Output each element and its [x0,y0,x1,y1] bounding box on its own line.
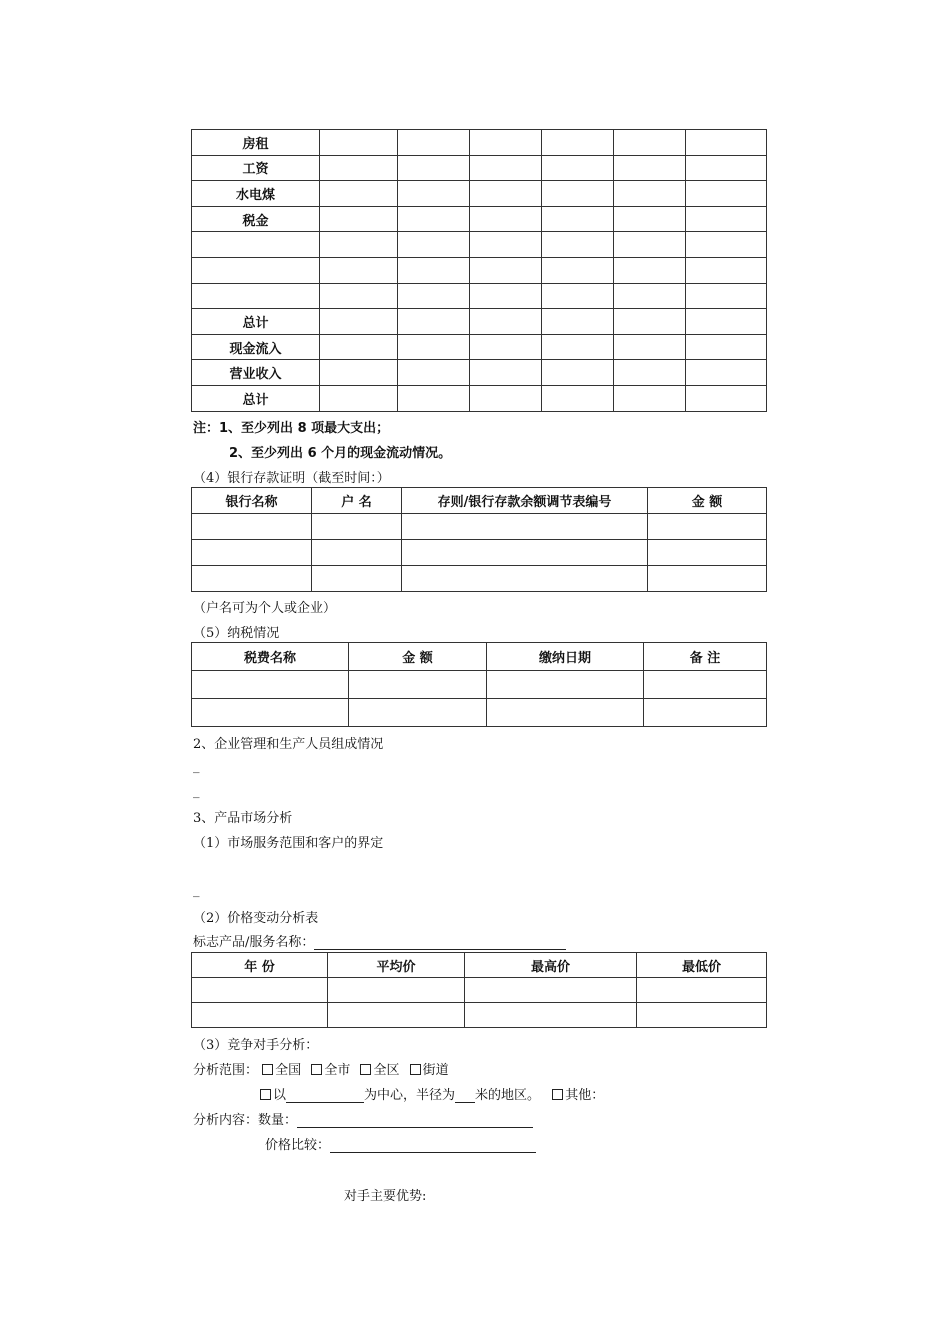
table-cell[interactable] [320,360,398,386]
table-row [192,540,767,566]
table-row [192,130,767,156]
checkbox-radius[interactable] [260,1089,271,1100]
table-cell[interactable] [465,1003,637,1028]
table-cell[interactable] [192,1003,328,1028]
dash-mark: _ [193,759,200,774]
scope-row [193,1059,449,1078]
count-row [193,1109,533,1128]
note-1: 注：1、至少列出 8 项最大支出； [193,421,390,436]
table-cell[interactable] [398,181,470,207]
table-cell[interactable] [470,181,542,207]
table-cell[interactable] [470,385,542,411]
row-label [192,283,320,309]
table-cell[interactable] [320,181,398,207]
competitor-title: （3）竞争对手分析： [193,1038,319,1053]
table-cell[interactable] [542,232,614,258]
table-cell[interactable] [542,206,614,232]
table-cell[interactable] [614,155,686,181]
bank-footnote: （户名可为个人或企业） [193,601,337,616]
option-district: 全区 [373,1063,400,1078]
product-name-field[interactable] [314,937,566,950]
radius-row [260,1084,604,1103]
table-row [192,181,767,207]
table-cell[interactable] [686,155,767,181]
table-cell[interactable] [320,155,398,181]
advantage-label: 对手主要优势: [344,1189,427,1204]
table-cell[interactable] [614,385,686,411]
tax-header-name: 税费名称 [192,643,349,671]
table-cell[interactable] [470,283,542,309]
table-cell[interactable] [648,566,767,592]
table-cell[interactable] [192,978,328,1003]
option-city: 全市 [324,1063,351,1078]
table-row [192,978,767,1003]
table-cell[interactable] [320,385,398,411]
tax-header-remark: 备 注 [644,643,767,671]
expense-table [191,129,767,412]
bank-header-account: 户 名 [312,488,402,514]
table-cell[interactable] [614,206,686,232]
table-cell[interactable] [470,155,542,181]
table-cell[interactable] [470,130,542,156]
table-cell[interactable] [686,309,767,335]
table-cell[interactable] [614,360,686,386]
table-row [192,566,767,592]
table-cell[interactable] [644,699,767,727]
table-cell[interactable] [686,360,767,386]
table-cell[interactable] [614,130,686,156]
row-label: 现金流入 [192,334,320,360]
table-cell[interactable] [398,206,470,232]
table-cell[interactable] [312,540,402,566]
table-row [192,1003,767,1028]
option-street: 街道 [422,1063,449,1078]
table-cell[interactable] [398,309,470,335]
table-cell[interactable] [349,671,487,699]
table-cell[interactable] [312,514,402,540]
price-compare-label: 价格比较： [265,1138,331,1153]
row-label: 工资 [192,155,320,181]
bank-header-name: 银行名称 [192,488,312,514]
table-cell[interactable] [614,257,686,283]
table-cell[interactable] [686,206,767,232]
count-field[interactable] [297,1115,533,1128]
table-cell[interactable] [470,232,542,258]
price-header-average: 平均价 [328,953,465,978]
table-cell[interactable] [470,360,542,386]
price-header-year: 年 份 [192,953,328,978]
table-cell[interactable] [470,206,542,232]
table-cell[interactable] [686,257,767,283]
bank-table [191,487,767,592]
table-row [192,699,767,727]
table-cell[interactable] [637,978,767,1003]
table-cell[interactable] [542,155,614,181]
table-cell[interactable] [320,232,398,258]
table-cell[interactable] [349,699,487,727]
table-cell[interactable] [542,385,614,411]
table-cell[interactable] [402,566,648,592]
table-cell[interactable] [320,309,398,335]
checkbox-national[interactable] [262,1064,273,1075]
table-cell[interactable] [542,334,614,360]
table-cell[interactable] [686,385,767,411]
tax-table [191,642,767,727]
table-cell[interactable] [470,334,542,360]
table-cell[interactable] [470,257,542,283]
market-scope-title: （1）市场服务范围和客户的界定 [193,836,384,851]
table-cell[interactable] [542,283,614,309]
table-cell[interactable] [402,540,648,566]
table-cell[interactable] [542,130,614,156]
product-name-row [193,931,566,950]
radius-suffix: 米的地区。 [475,1088,541,1103]
table-cell[interactable] [614,181,686,207]
other-label: 其他： [565,1088,605,1103]
table-row [192,206,767,232]
content-label: 分析内容： [193,1113,259,1128]
row-label [192,257,320,283]
note-2: 2、至少列出 6 个月的现金流动情况。 [229,446,452,461]
bank-section-title: （4）银行存款证明（截至时间：） [193,471,390,486]
bank-header-number: 存则/银行存款余额调节表编号 [402,488,648,514]
table-cell[interactable] [192,671,349,699]
table-cell[interactable] [192,540,312,566]
table-row [192,155,767,181]
table-cell[interactable] [398,155,470,181]
table-row [192,283,767,309]
price-table [191,952,767,1028]
dash-mark: _ [193,883,200,898]
table-cell[interactable] [465,978,637,1003]
table-cell[interactable] [320,206,398,232]
table-cell[interactable] [470,309,542,335]
checkbox-other[interactable] [552,1089,563,1100]
table-cell[interactable] [398,360,470,386]
table-cell[interactable] [192,566,312,592]
table-row [192,257,767,283]
table-cell[interactable] [542,257,614,283]
table-cell[interactable] [320,334,398,360]
table-cell[interactable] [398,385,470,411]
table-cell[interactable] [312,566,402,592]
table-cell[interactable] [686,283,767,309]
table-cell[interactable] [644,671,767,699]
price-header-lowest: 最低价 [637,953,767,978]
product-name-label: 标志产品/服务名称： [193,935,315,950]
table-cell[interactable] [614,283,686,309]
table-cell[interactable] [648,514,767,540]
table-row [192,385,767,411]
row-label: 水电煤 [192,181,320,207]
price-analysis-title: （2）价格变动分析表 [193,911,319,926]
table-cell[interactable] [542,181,614,207]
table-row [192,232,767,258]
tax-header-amount: 金 额 [349,643,487,671]
table-cell[interactable] [686,130,767,156]
option-national: 全国 [275,1063,302,1078]
table-row [192,360,767,386]
radius-prefix: 以 [273,1088,287,1103]
table-cell[interactable] [328,1003,465,1028]
table-cell[interactable] [542,360,614,386]
price-header-highest: 最高价 [465,953,637,978]
table-cell[interactable] [614,232,686,258]
table-cell[interactable] [614,334,686,360]
bank-header-amount: 金 额 [648,488,767,514]
scope-label: 分析范围： [193,1063,259,1078]
dash-mark: _ [193,784,200,799]
section-2-title: 2、企业管理和生产人员组成情况 [193,737,384,752]
row-label: 总计 [192,309,320,335]
checkbox-street[interactable] [410,1064,421,1075]
table-cell[interactable] [398,334,470,360]
checkbox-district[interactable] [360,1064,371,1075]
table-cell[interactable] [637,1003,767,1028]
tax-section-title: （5）纳税情况 [193,626,280,641]
table-cell[interactable] [542,309,614,335]
table-cell[interactable] [320,283,398,309]
table-cell[interactable] [402,514,648,540]
checkbox-city[interactable] [311,1064,322,1075]
table-cell[interactable] [686,232,767,258]
table-cell[interactable] [398,283,470,309]
price-compare-field[interactable] [330,1140,536,1153]
table-cell[interactable] [648,540,767,566]
table-cell[interactable] [487,671,644,699]
row-label: 总计 [192,385,320,411]
table-cell[interactable] [320,130,398,156]
table-cell[interactable] [686,181,767,207]
table-cell[interactable] [487,699,644,727]
table-cell[interactable] [328,978,465,1003]
table-cell[interactable] [320,257,398,283]
table-cell[interactable] [398,130,470,156]
table-cell[interactable] [192,514,312,540]
center-field[interactable] [286,1090,364,1103]
table-cell[interactable] [686,334,767,360]
row-label: 税金 [192,206,320,232]
table-cell[interactable] [192,699,349,727]
row-label: 房租 [192,130,320,156]
table-row [192,309,767,335]
count-label: 数量： [258,1113,298,1128]
table-cell[interactable] [398,232,470,258]
row-label [192,232,320,258]
radius-mid: 为中心，半径为 [364,1088,456,1103]
table-cell[interactable] [398,257,470,283]
price-compare-row [265,1134,536,1153]
table-cell[interactable] [614,309,686,335]
table-row [192,671,767,699]
tax-header-date: 缴纳日期 [487,643,644,671]
table-row [192,514,767,540]
row-label: 营业收入 [192,360,320,386]
table-row [192,334,767,360]
section-3-title: 3、产品市场分析 [193,811,293,826]
radius-field[interactable] [455,1090,475,1103]
